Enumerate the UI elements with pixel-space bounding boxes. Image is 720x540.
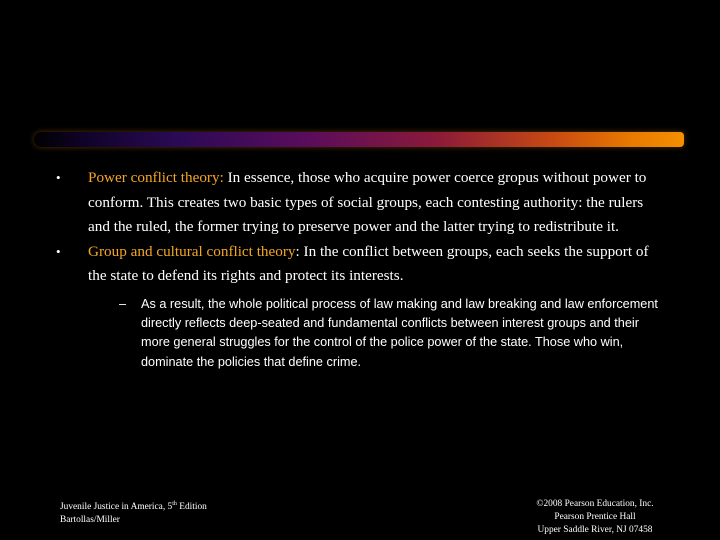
footer-publisher-line: Pearson Prentice Hall bbox=[554, 512, 636, 522]
sub-bullet-marker: – bbox=[119, 296, 127, 311]
sub-bullet-text: As a result, the whole political process of law making and law breaking and law enforcement directly reflects deep-seated and fundamental conflicts between interest groups and their more general struggles for the control of the police power of the state. Those who win, dominate the policies that define crime. bbox=[141, 296, 658, 369]
bullet-list bbox=[56, 166, 656, 372]
footer-book-title bbox=[60, 498, 207, 514]
footer-copyright bbox=[510, 498, 680, 537]
bullet-marker: • bbox=[56, 243, 61, 259]
bullet-text: In essence, those who acquire power coerce gropus without power to conform. This creates two basic types of social groups, each contesting authority: the rulers and the ruled, the former trying to preserve power and the latter trying to redistribute it. bbox=[88, 169, 647, 236]
sub-bullet bbox=[119, 295, 661, 372]
footer-authors: Bartollas/Miller bbox=[60, 515, 120, 526]
bullet-term: Power conflict theory: bbox=[88, 169, 224, 186]
bullet-term: Group and cultural conflict theory bbox=[88, 242, 296, 260]
decorative-gradient-rule bbox=[34, 132, 684, 147]
footer-book-title-suffix: Edition bbox=[176, 502, 207, 513]
bullet-marker: • bbox=[56, 170, 61, 185]
footer-copyright-line: ©2008 Pearson Education, Inc. bbox=[536, 499, 654, 509]
bullet-text: : In the conflict between groups, each seeks the support of the state to defend its rights and protect its interests. bbox=[88, 242, 649, 285]
footer-edition-superscript: th bbox=[172, 501, 177, 507]
bullet-group-cultural-conflict-theory bbox=[56, 240, 656, 289]
footer-address-line: Upper Saddle River, NJ 07458 bbox=[537, 525, 653, 535]
bullet-power-conflict-theory bbox=[56, 166, 656, 240]
footer-book-credit bbox=[60, 498, 207, 527]
footer-book-title-text: Juvenile Justice in America, 5 bbox=[60, 502, 173, 513]
